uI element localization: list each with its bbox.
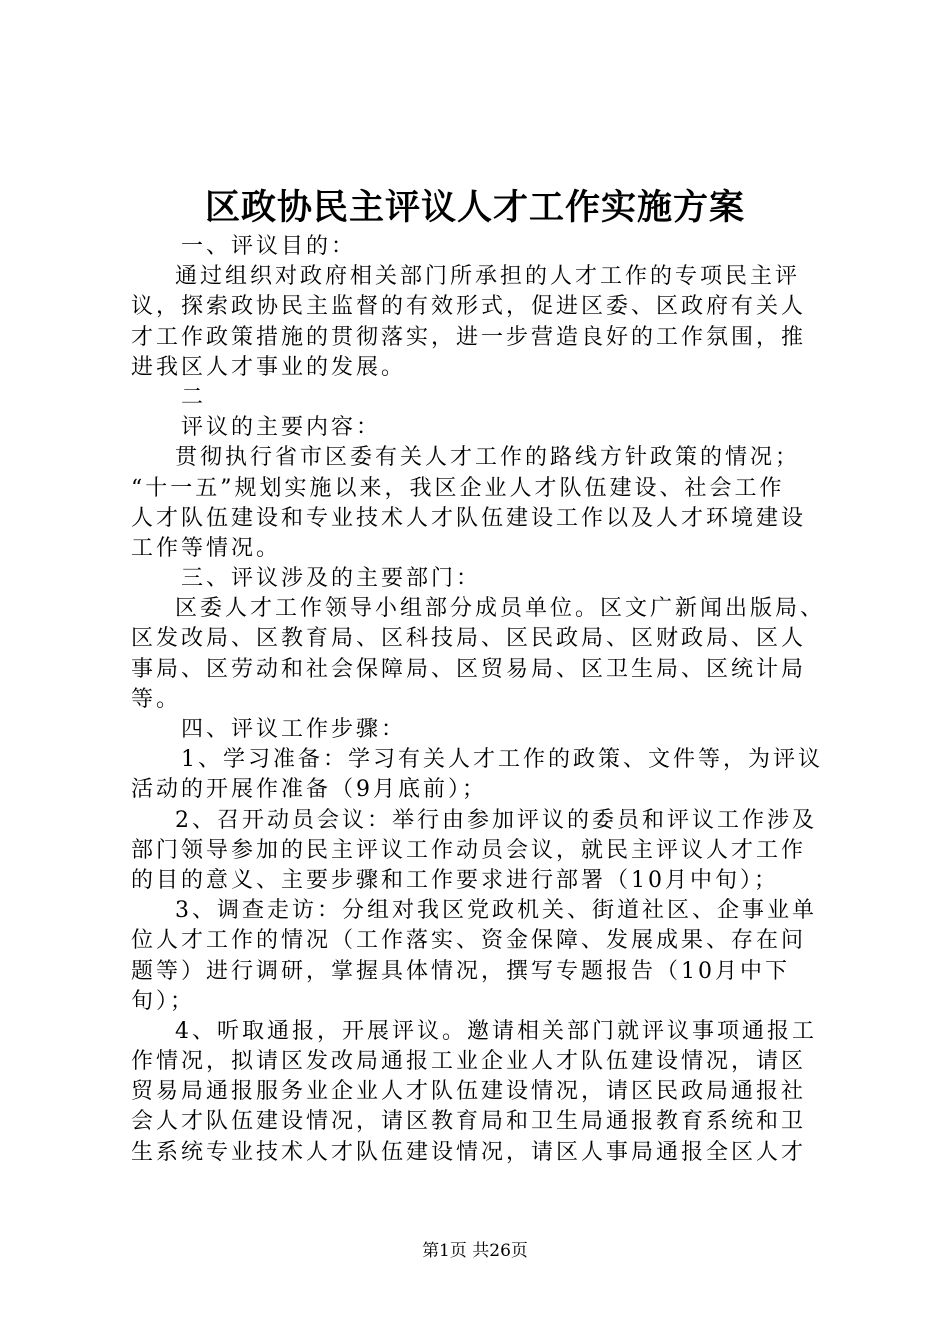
paragraph-line: 贯彻执行省市区委有关人才工作的路线方针政策的情况； xyxy=(175,445,801,471)
paragraph-line: 区发改局、区教育局、区科技局、区民政局、区财政局、区人 xyxy=(131,626,807,652)
paragraph-line: 题等）进行调研，掌握具体情况，撰写专题报告（10月中下 xyxy=(131,958,790,984)
paragraph-line: 事局、区劳动和社会保障局、区贸易局、区卫生局、区统计局 xyxy=(131,656,807,682)
paragraph-line: 生系统专业技术人才队伍建设情况，请区人事局通报全区人才 xyxy=(131,1139,807,1165)
paragraph-line: 2、召开动员会议：举行由参加评议的委员和评议工作涉及 xyxy=(175,807,817,833)
section-heading: 评议的主要内容： xyxy=(181,415,382,441)
paragraph-line: 3、调查走访：分组对我区党政机关、街道社区、企事业单 xyxy=(175,898,817,924)
paragraph-line: 通过组织对政府相关部门所承担的人才工作的专项民主评 xyxy=(175,264,801,290)
paragraph-line: 部门领导参加的民主评议工作动员会议，就民主评议人才工作 xyxy=(131,837,807,863)
paragraph-line: 进我区人才事业的发展。 xyxy=(131,354,407,380)
paragraph-line: 位人才工作的情况（工作落实、资金保障、发展成果、存在问 xyxy=(131,928,807,954)
paragraph-line: 人才队伍建设和专业技术人才队伍建设工作以及人才环境建设 xyxy=(131,505,807,531)
paragraph-line: 工作等情况。 xyxy=(131,535,282,561)
paragraph-line: “十一五”规划实施以来，我区企业人才队伍建设、社会工作 xyxy=(131,475,785,501)
section-heading: 四、评议工作步骤： xyxy=(181,717,407,742)
document-body xyxy=(131,232,833,1168)
paragraph-line: 议，探索政协民主监督的有效形式，促进区委、区政府有关人 xyxy=(131,294,807,320)
paragraph-line: 的目的意义、主要步骤和工作要求进行部署（10月中旬）； xyxy=(131,867,779,893)
page-number-footer: 第1页 共26页 xyxy=(422,1241,528,1261)
paragraph-line: 4、听取通报，开展评议。邀请相关部门就评议事项通报工 xyxy=(175,1018,817,1044)
section-heading: 三、评议涉及的主要部门： xyxy=(181,566,482,592)
paragraph-line: 贸易局通报服务业企业人才队伍建设情况，请区民政局通报社 xyxy=(131,1079,807,1105)
paragraph-line: 区委人才工作领导小组部分成员单位。区文广新闻出版局、 xyxy=(175,596,826,622)
page-title: 区政协民主评议人才工作实施方案 xyxy=(204,187,745,228)
paragraph-line: 1、学习准备：学习有关人才工作的政策、文件等，为评议 xyxy=(181,747,823,773)
paragraph-line: 旬）； xyxy=(131,988,196,1014)
paragraph-line: 活动的开展作准备（9月底前）； xyxy=(131,777,487,803)
section-heading: 一、评议目的： xyxy=(181,234,357,259)
paragraph-line: 才工作政策措施的贯彻落实，进一步营造良好的工作氛围，推 xyxy=(131,324,807,350)
section-heading: 二 xyxy=(181,384,207,410)
paragraph-line: 等。 xyxy=(131,686,182,712)
paragraph-line: 作情况，拟请区发改局通报工业企业人才队伍建设情况，请区 xyxy=(131,1049,807,1075)
paragraph-line: 会人才队伍建设情况，请区教育局和卫生局通报教育系统和卫 xyxy=(131,1109,807,1135)
